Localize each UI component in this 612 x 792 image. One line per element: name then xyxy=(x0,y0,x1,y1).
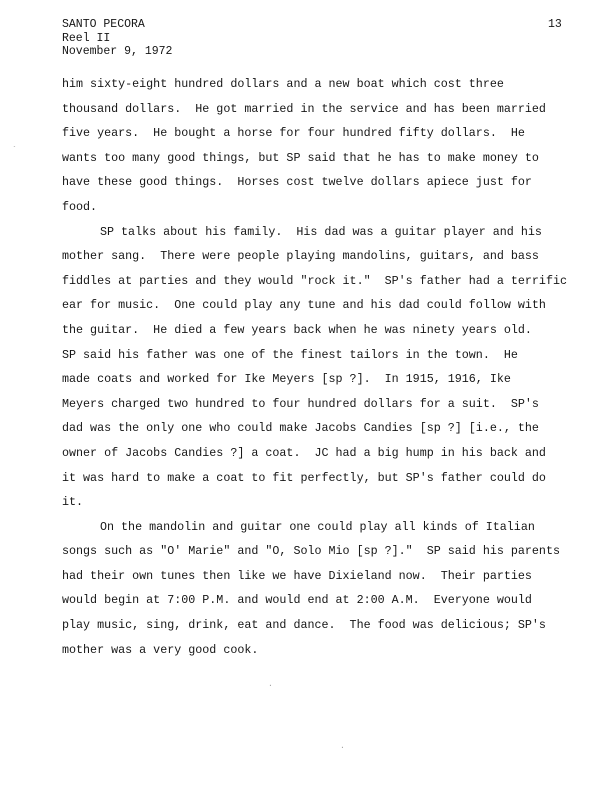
page-number: 13 xyxy=(548,18,562,31)
text-line: On the mandolin and guitar one could play all kinds of Italian xyxy=(100,519,535,534)
interview-date: November 9, 1972 xyxy=(62,45,173,58)
text-line: play music, sing, drink, eat and dance. The food was delicious; SP's xyxy=(62,618,546,633)
text-line: SP talks about his family. His dad was a guitar player and his xyxy=(100,224,542,239)
interviewee-name: SANTO PECORA xyxy=(62,18,145,31)
text-line: ear for music. One could play any tune and his dad could follow with xyxy=(62,298,546,313)
document-header xyxy=(62,18,172,59)
text-line: mother was a very good cook. xyxy=(62,642,259,657)
reel-label: Reel II xyxy=(62,31,111,45)
text-line: five years. He bought a horse for four hundred fifty dollars. He xyxy=(62,126,525,141)
text-line: would begin at 7:00 P.M. and would end at 2:00 A.M. Everyone would xyxy=(62,593,532,608)
text-line: food. xyxy=(62,199,98,214)
scan-speck: . xyxy=(340,742,345,751)
text-line: had their own tunes then like we have Dixieland now. Their parties xyxy=(62,568,532,583)
text-line: wants too many good things, but SP said that he has to make money to xyxy=(62,150,539,165)
text-line: it. xyxy=(62,495,84,510)
text-line: dad was the only one who could make Jacobs Candies [sp ?] [i.e., the xyxy=(62,421,539,436)
text-line: it was hard to make a coat to fit perfectly, but SP's father could do xyxy=(62,470,546,485)
scan-speck: . xyxy=(268,680,273,689)
transcript-body xyxy=(62,76,597,666)
text-line: have these good things. Horses cost twelve dollars apiece just for xyxy=(62,175,532,190)
paragraph xyxy=(62,76,597,224)
text-line: the guitar. He died a few years back when he was ninety years old. xyxy=(62,322,532,337)
text-line: thousand dollars. He got married in the service and has been married xyxy=(62,101,546,116)
text-line: SP said his father was one of the finest tailors in the town. He xyxy=(62,347,518,362)
text-line: fiddles at parties and they would "rock it." SP's father had a terrific xyxy=(62,273,567,288)
scan-speck: ` xyxy=(12,146,17,155)
text-line: songs such as "O' Marie" and "O, Solo Mio [sp ?]." SP said his parents xyxy=(62,544,560,559)
text-line: him sixty-eight hundred dollars and a new boat which cost three xyxy=(62,77,504,91)
text-line: made coats and worked for Ike Meyers [sp ?]. In 1915, 1916, Ike xyxy=(62,372,511,387)
text-line: owner of Jacobs Candies ?] a coat. JC had a big hump in his back and xyxy=(62,445,546,460)
paragraph xyxy=(62,519,597,667)
text-line: Meyers charged two hundred to four hundred dollars for a suit. SP's xyxy=(62,396,539,411)
text-line: mother sang. There were people playing mandolins, guitars, and bass xyxy=(62,249,539,264)
paragraph xyxy=(62,224,597,519)
